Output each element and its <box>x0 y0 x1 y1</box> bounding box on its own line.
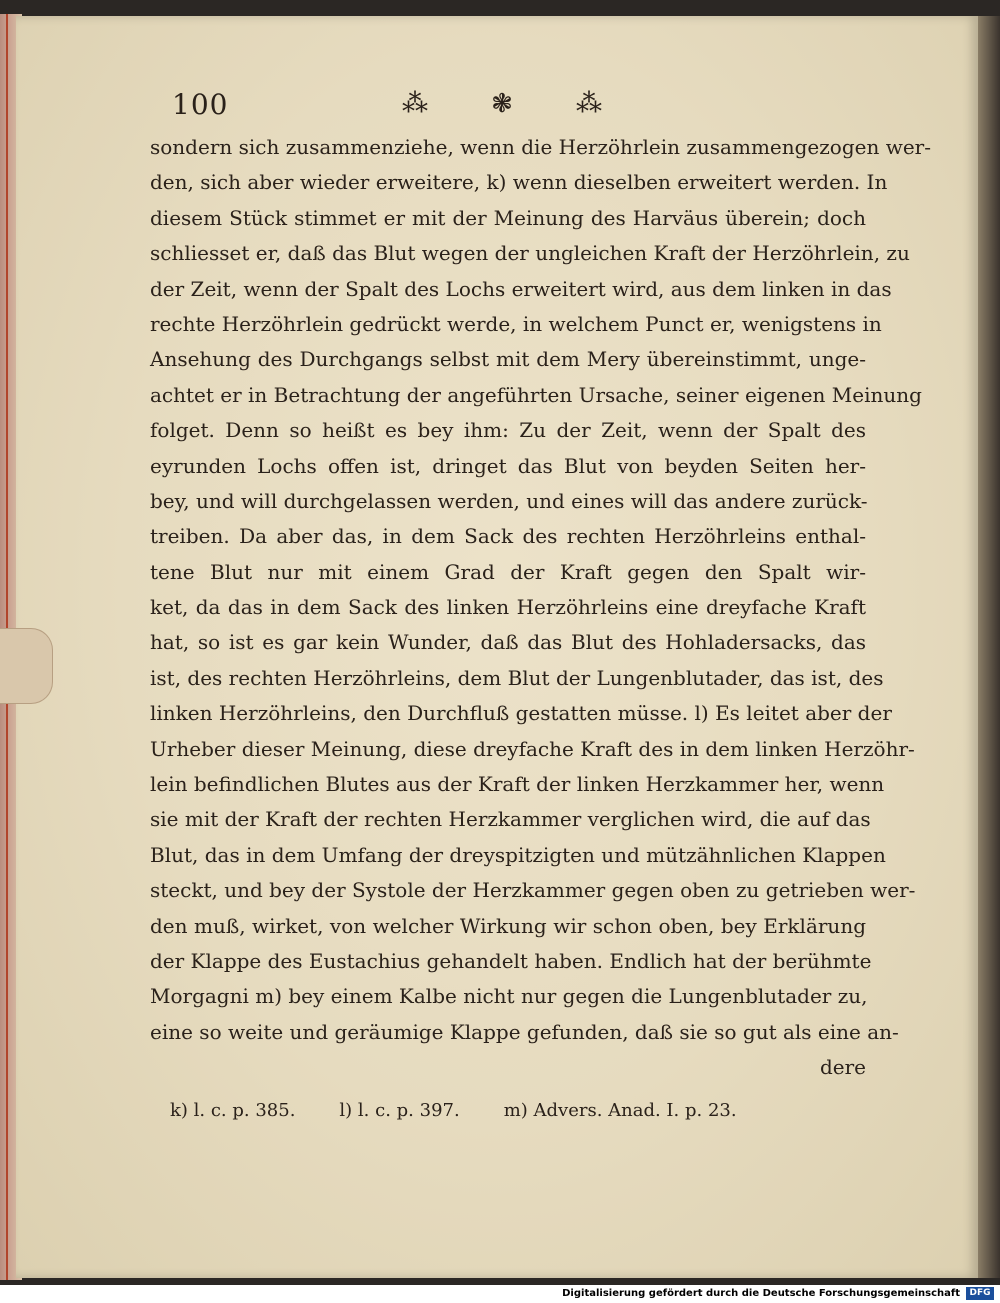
text-line: Blut, das in dem Umfang der dreyspitzigten und mützähnlichen Klappen <box>150 842 886 867</box>
text-line: linken Herzöhrleins, den Durchfluß gestatten müsse. l) Es leitet aber der <box>150 701 892 726</box>
text-line: rechte Herzöhrlein gedrückt werde, in welchem Punct er, wenigstens in <box>150 311 882 336</box>
text-line: bey, und will durchgelassen werden, und eines will das andere zurück- <box>150 488 868 513</box>
text-line: sie mit der Kraft der rechten Herzkammer verglichen wird, die auf das <box>150 807 871 832</box>
footnote-l: l) l. c. p. 397. <box>339 1100 460 1121</box>
text-line: Ansehung des Durchgangs selbst mit dem Mery übereinstimmt, unge- <box>150 347 866 372</box>
text-line: folget. Denn so heißt es bey ihm: Zu der Zeit, wenn der Spalt des <box>150 418 866 443</box>
text-line: ist, des rechten Herzöhrleins, dem Blut der Lungenblutader, das ist, des <box>150 665 884 690</box>
text-line: der Zeit, wenn der Spalt des Lochs erweitert wird, aus dem linken in das <box>150 276 892 301</box>
text-line: eyrunden Lochs offen ist, dringet das Blut von beyden Seiten her- <box>150 453 866 478</box>
book-gutter <box>978 16 1000 1278</box>
funding-note: Digitalisierung gefördert durch die Deutsche Forschungsgemeinschaft <box>562 1288 960 1299</box>
text-line: steckt, und bey der Systole der Herzkammer gegen oben zu getrieben wer- <box>150 878 916 903</box>
text-line: Urheber dieser Meinung, diese dreyfache Kraft des in dem linken Herzöhr- <box>150 736 915 761</box>
catchword: dere <box>819 1055 866 1080</box>
footnotes <box>170 1100 800 1121</box>
body-text <box>150 130 931 1086</box>
text-line: ket, da das in dem Sack des linken Herzöhrleins eine dreyfache Kraft <box>150 595 866 620</box>
ornament-left-icon: ⁂ <box>402 89 428 119</box>
text-line: schliesset er, daß das Blut wegen der ungleichen Kraft der Herzöhrlein, zu <box>150 241 910 266</box>
text-line: diesem Stück stimmet er mit der Meinung des Harväus überein; doch <box>150 205 866 230</box>
footnote-m: m) Advers. Anad. I. p. 23. <box>503 1100 737 1121</box>
footnote-k: k) l. c. p. 385. <box>170 1100 296 1121</box>
header-ornament <box>402 88 602 120</box>
text-line: den, sich aber wieder erweitere, k) wenn dieselben erweitert werden. In <box>150 170 888 195</box>
text-line: den muß, wirket, von welcher Wirkung wir schon oben, bey Erklärung <box>150 913 866 938</box>
text-line: lein befindlichen Blutes aus der Kraft der linken Herzkammer her, wenn <box>150 772 885 797</box>
text-line: Morgagni m) bey einem Kalbe nicht nur gegen die Lungenblutader zu, <box>150 984 868 1009</box>
text-line: der Klappe des Eustachius gehandelt haben. Endlich hat der berühmte <box>150 948 872 973</box>
page-tab <box>0 628 53 704</box>
ornament-center-icon: ❃ <box>491 89 513 119</box>
text-line: sondern sich zusammenziehe, wenn die Herzöhrlein zusammengezogen wer- <box>150 135 931 159</box>
ornament-right-icon: ⁂ <box>575 89 602 119</box>
text-line: hat, so ist es gar kein Wunder, daß das Blut des Hohladersacks, das <box>150 630 866 655</box>
page-number: 100 <box>172 88 229 121</box>
text-line: eine so weite und geräumige Klappe gefunden, daß sie so gut als eine an- <box>150 1019 899 1044</box>
text-line: achtet er in Betrachtung der angeführten Ursache, seiner eigenen Meinung <box>150 382 922 407</box>
dfg-logo-icon: DFG <box>966 1287 994 1300</box>
text-line: treiben. Da aber das, in dem Sack des rechten Herzöhrleins enthal- <box>150 524 866 549</box>
text-line: tene Blut nur mit einem Grad der Kraft gegen den Spalt wir- <box>150 559 866 584</box>
